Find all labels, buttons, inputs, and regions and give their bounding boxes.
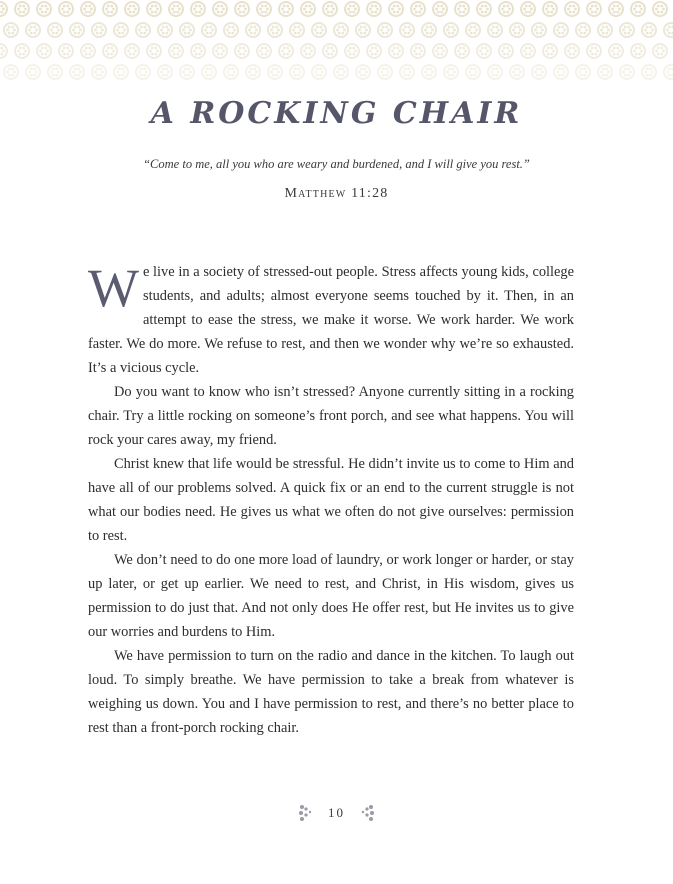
- lace-motif: [59, 44, 73, 58]
- lace-motif: [48, 65, 62, 79]
- lace-motif: [510, 23, 524, 37]
- lace-motif: [488, 65, 502, 79]
- lace-motif: [235, 44, 249, 58]
- paragraph-3: Christ knew that life would be stressful. He didn’t invite us to come to Him and have all of our problems solved. A quick fix or an end to the current struggle is not what our bodies need. He gives us what we often do not give ourselves: permission to rest.: [88, 456, 574, 544]
- lace-motif: [499, 2, 513, 16]
- lace-motif: [158, 65, 172, 79]
- lace-motif: [444, 65, 458, 79]
- lace-motif: [202, 65, 216, 79]
- lace-motif: [587, 44, 601, 58]
- lace-motif: [301, 44, 315, 58]
- lace-motif: [125, 2, 139, 16]
- lace-motif: [521, 44, 535, 58]
- lace-motif: [169, 2, 183, 16]
- lace-motif: [70, 65, 84, 79]
- paragraph-1: [88, 260, 574, 380]
- lace-motif: [554, 65, 568, 79]
- paragraph-4: We don’t need to do one more load of laundry, or work longer or harder, or stay up later, or get up earlier. We need to rest, and Christ, in His wisdom, gives us permission to do just that. And not only does He offer rest, but He invites us to give our worries and burdens to Him.: [88, 552, 574, 640]
- lace-motif: [565, 44, 579, 58]
- lace-motif: [620, 65, 634, 79]
- lace-motif: [345, 2, 359, 16]
- lace-motif: [15, 44, 29, 58]
- lace-motif: [444, 23, 458, 37]
- lace-motif: [378, 65, 392, 79]
- lace-motif: [246, 65, 260, 79]
- lace-motif: [70, 23, 84, 37]
- lace-motif: [598, 65, 612, 79]
- lace-motif: [37, 44, 51, 58]
- page-footer: [0, 803, 673, 823]
- lace-motif: [323, 44, 337, 58]
- chapter-title: A ROCKING CHAIR: [150, 96, 523, 131]
- lace-motif: [488, 23, 502, 37]
- lace-motif: [37, 2, 51, 16]
- lace-motif: [147, 2, 161, 16]
- lace-motif: [466, 23, 480, 37]
- lace-motif: [213, 44, 227, 58]
- lace-motif: [510, 65, 524, 79]
- lace-motif: [455, 44, 469, 58]
- paragraph-1-text: e live in a society of stressed-out people. Stress affects young kids, college students, and adults; almost everyone seems touched by it. Then, in an attempt to ease the stress, we make it worse. We work harder. We work faster. We do more. We refuse to rest, and then we wonder why we’re so exhausted. It’s a vicious cycle.: [88, 264, 574, 376]
- lace-motif: [169, 44, 183, 58]
- lace-motif: [609, 2, 623, 16]
- left-sprig-ornament-icon: [296, 803, 318, 823]
- lace-motif: [554, 23, 568, 37]
- lace-motif: [499, 44, 513, 58]
- lace-motif: [378, 23, 392, 37]
- lace-motif: [334, 23, 348, 37]
- lace-motif: [334, 65, 348, 79]
- lace-pattern-graphic: [0, 0, 673, 88]
- lace-motif: [213, 2, 227, 16]
- lace-motif: [587, 2, 601, 16]
- lace-motif: [92, 65, 106, 79]
- devotional-body: [88, 260, 574, 740]
- lace-motif: [389, 44, 403, 58]
- lace-motif: [26, 23, 40, 37]
- lace-motif: [664, 65, 673, 79]
- lace-motif: [389, 2, 403, 16]
- lace-motif: [455, 2, 469, 16]
- lace-motif: [620, 23, 634, 37]
- lace-motif: [136, 23, 150, 37]
- lace-motif: [477, 44, 491, 58]
- lace-motif: [653, 2, 667, 16]
- lace-motif: [290, 23, 304, 37]
- lace-motif: [543, 44, 557, 58]
- lace-motif: [356, 65, 370, 79]
- lace-motif: [92, 23, 106, 37]
- lace-motif: [4, 23, 18, 37]
- lace-motif: [0, 2, 7, 16]
- lace-motif: [521, 2, 535, 16]
- lace-motif: [367, 2, 381, 16]
- lace-motif: [125, 44, 139, 58]
- lace-motif: [290, 65, 304, 79]
- lace-motif: [433, 44, 447, 58]
- decorative-header-pattern: [0, 0, 673, 88]
- lace-motif: [224, 65, 238, 79]
- lace-motif: [268, 23, 282, 37]
- lace-motif: [224, 23, 238, 37]
- lace-motif: [191, 2, 205, 16]
- right-sprig-ornament-icon: [355, 803, 377, 823]
- lace-motif: [653, 44, 667, 58]
- lace-motif: [180, 65, 194, 79]
- lace-motif: [323, 2, 337, 16]
- lace-motif: [609, 44, 623, 58]
- lace-motif: [312, 23, 326, 37]
- lace-motif: [48, 23, 62, 37]
- lace-motif: [411, 44, 425, 58]
- lace-motif: [147, 44, 161, 58]
- lace-motif: [543, 2, 557, 16]
- lace-motif: [345, 44, 359, 58]
- lace-motif: [59, 2, 73, 16]
- lace-motif: [598, 23, 612, 37]
- lace-motif: [631, 44, 645, 58]
- lace-motif: [180, 23, 194, 37]
- lace-motif: [532, 23, 546, 37]
- lace-motif: [202, 23, 216, 37]
- lace-motif: [576, 65, 590, 79]
- lace-motif: [158, 23, 172, 37]
- lace-motif: [103, 2, 117, 16]
- lace-motif: [0, 44, 7, 58]
- lace-motif: [422, 65, 436, 79]
- lace-motif: [257, 2, 271, 16]
- lace-motif: [312, 65, 326, 79]
- lace-motif: [246, 23, 260, 37]
- lace-motif: [576, 23, 590, 37]
- drop-cap: W: [88, 258, 139, 318]
- lace-motif: [466, 65, 480, 79]
- verse-reference: Matthew 11:28: [284, 186, 389, 201]
- lace-motif: [642, 23, 656, 37]
- lace-motif: [15, 2, 29, 16]
- paragraph-5: We have permission to turn on the radio and dance in the kitchen. To laugh out loud. To simply breathe. We have permission to take a break from whatever is weighing us down. You and I have permission to rest, and there’s no better place to rest than a front-porch rocking chair.: [88, 648, 574, 736]
- lace-motif: [631, 2, 645, 16]
- lace-motif: [279, 2, 293, 16]
- lace-motif: [400, 65, 414, 79]
- lace-motif: [4, 65, 18, 79]
- lace-motif: [411, 2, 425, 16]
- paragraph-2: Do you want to know who isn’t stressed? Anyone currently sitting in a rocking chair. Try a little rocking on someone’s front porch, and see what happens. You will rock your cares away, my friend.: [88, 384, 574, 448]
- lace-motif: [433, 2, 447, 16]
- lace-motif: [26, 65, 40, 79]
- lace-motif: [191, 44, 205, 58]
- lace-motif: [268, 65, 282, 79]
- lace-motif: [664, 23, 673, 37]
- lace-motif: [301, 2, 315, 16]
- lace-motif: [532, 65, 546, 79]
- epigraph-verse: “Come to me, all you who are weary and burdened, and I will give you rest.”: [143, 157, 530, 171]
- lace-motif: [114, 65, 128, 79]
- lace-motif: [356, 23, 370, 37]
- lace-motif: [114, 23, 128, 37]
- lace-motif: [279, 44, 293, 58]
- lace-motif: [565, 2, 579, 16]
- lace-motif: [81, 44, 95, 58]
- lace-motif: [81, 2, 95, 16]
- lace-motif: [103, 44, 117, 58]
- lace-motif: [422, 23, 436, 37]
- lace-motif: [257, 44, 271, 58]
- lace-motif: [477, 2, 491, 16]
- lace-motif: [235, 2, 249, 16]
- lace-motif: [400, 23, 414, 37]
- lace-motif: [367, 44, 381, 58]
- lace-motif: [136, 65, 150, 79]
- lace-motif: [642, 65, 656, 79]
- page-number: 10: [328, 805, 345, 820]
